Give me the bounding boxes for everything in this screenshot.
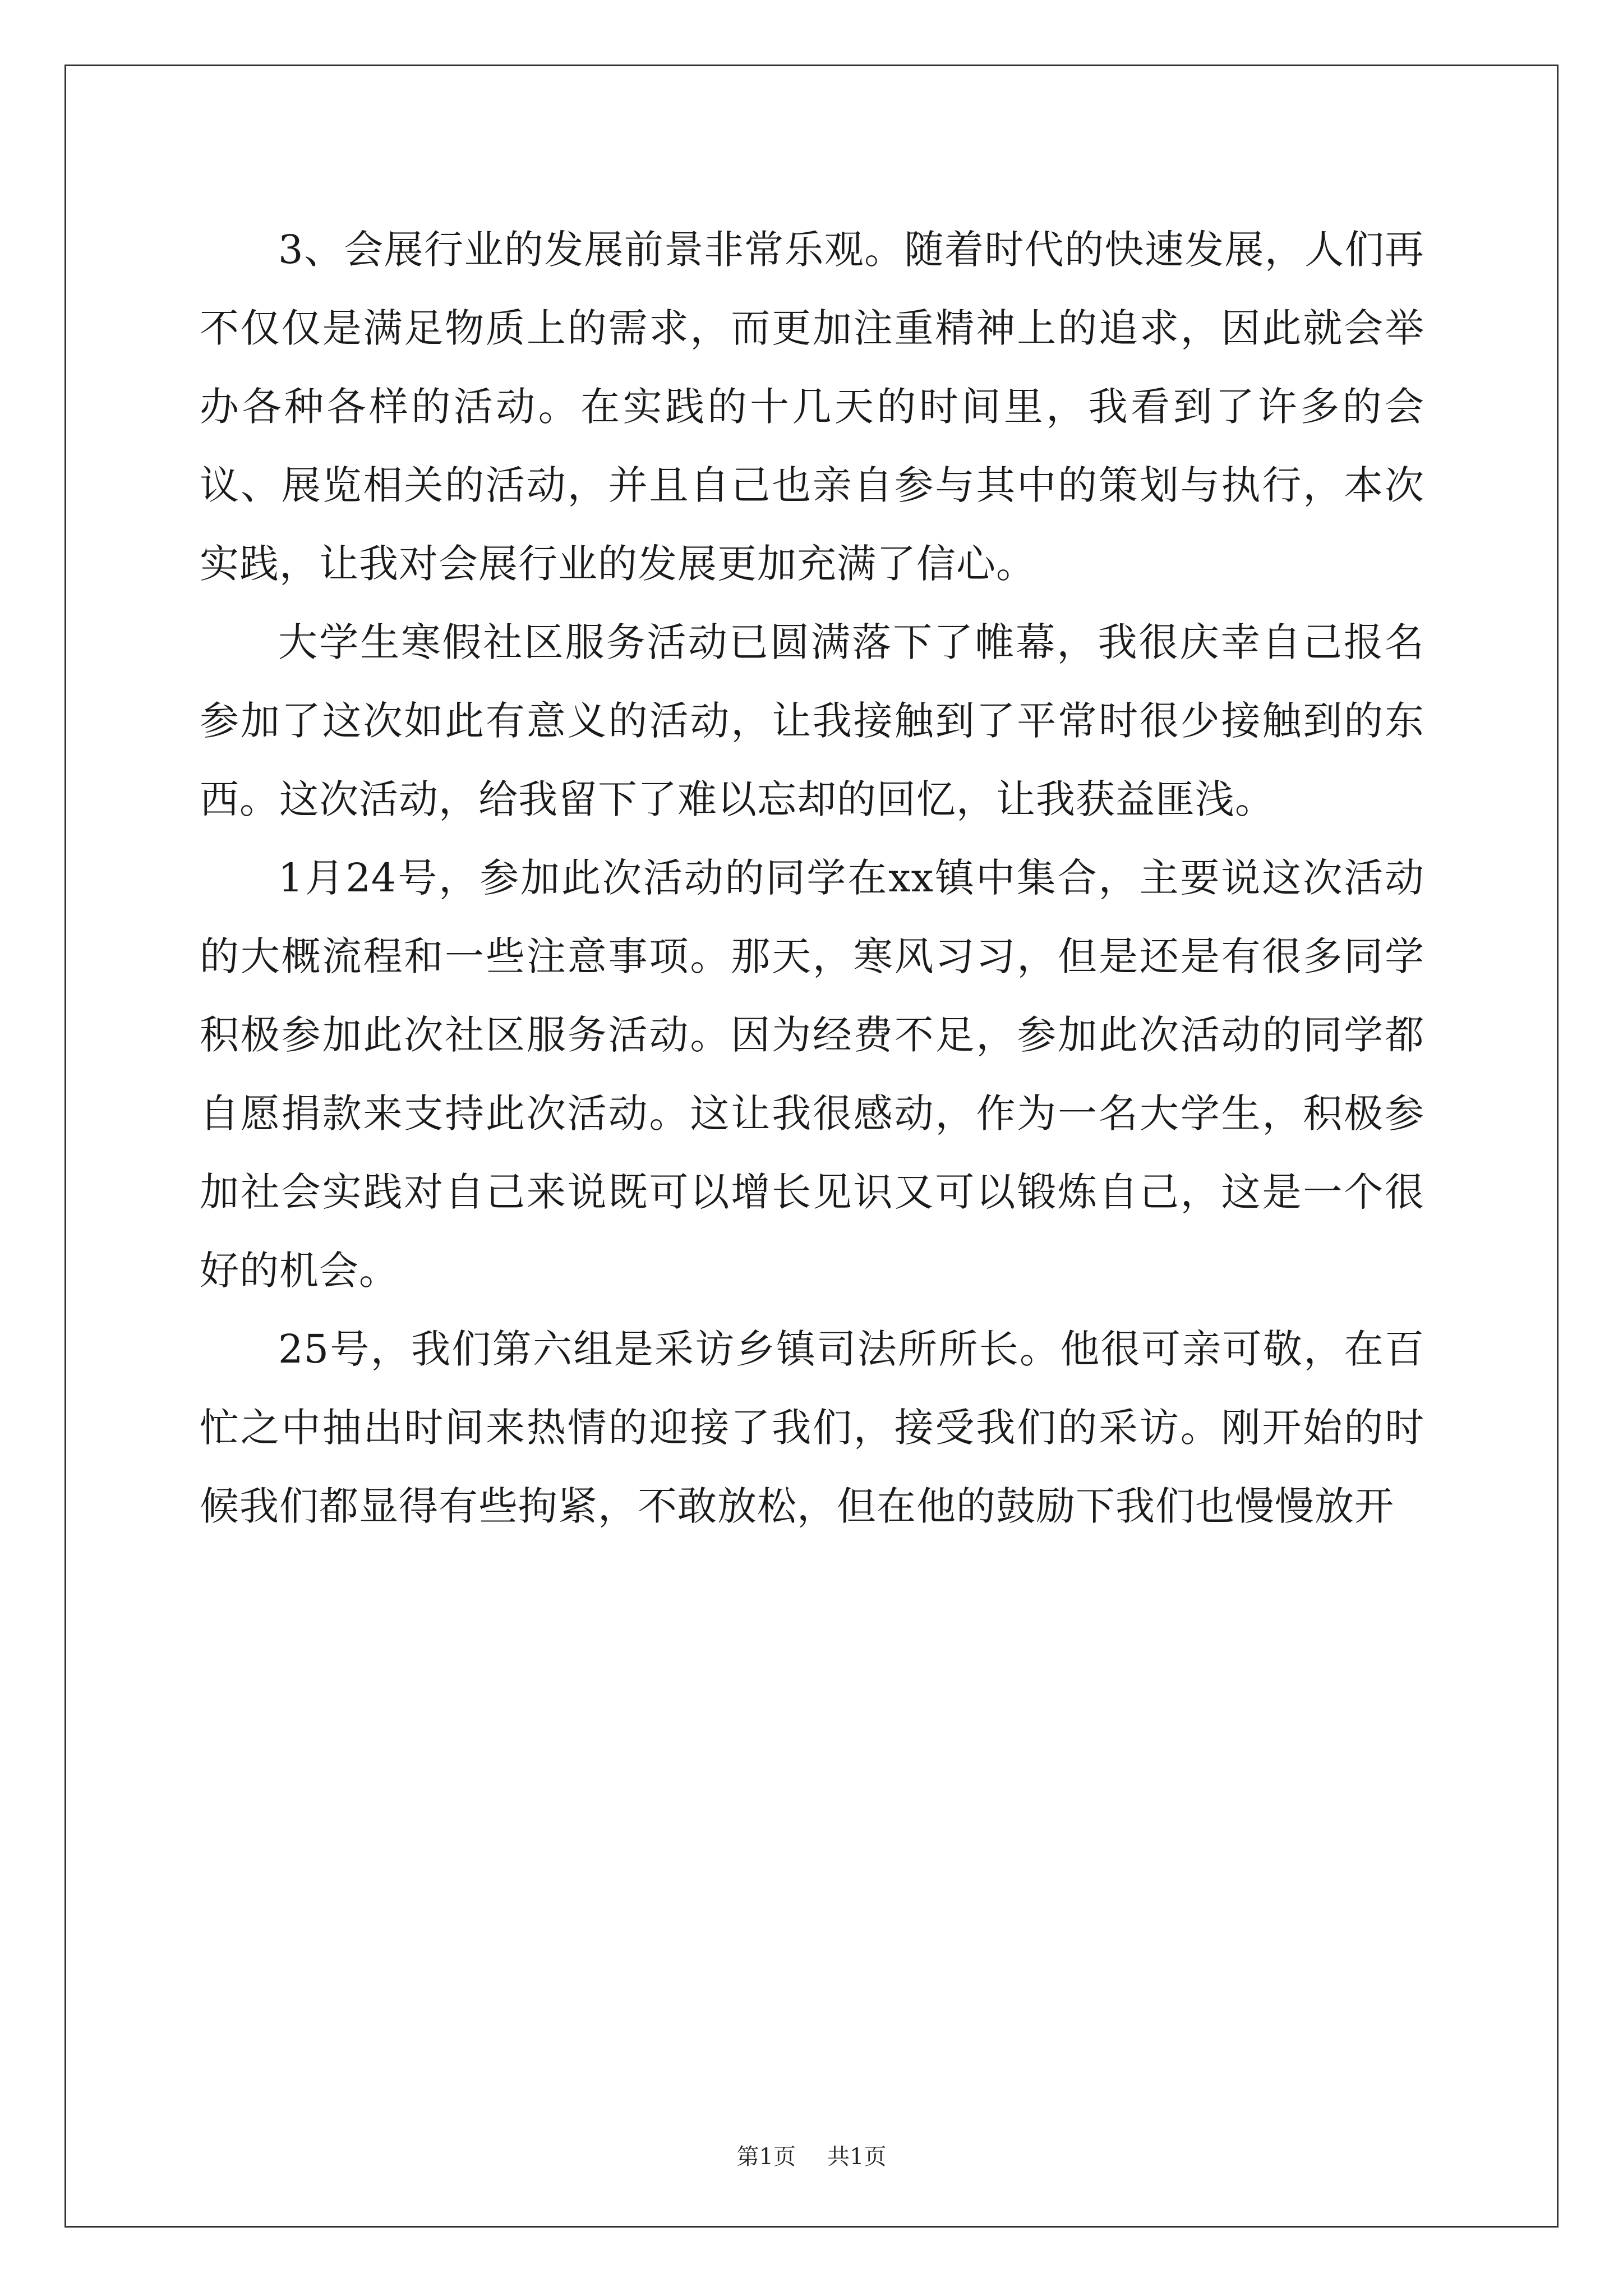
paragraph-2: 大学生寒假社区服务活动已圆满落下了帷幕，我很庆幸自己报名参加了这次如此有意义的活动，让我接触到了平常时很少接触到的东西。这次活动，给我留下了难以忘却的回忆，让我获益匪浅。 [200,619,1424,822]
document-body [200,210,1424,1545]
page-number: 第1页 [736,2144,796,2170]
page-total: 共1页 [827,2144,887,2170]
paragraph-1: 3、会展行业的发展前景非常乐观。随着时代的快速发展，人们再不仅仅是满足物质上的需求，而更加注重精神上的追求，因此就会举办各种各样的活动。在实践的十几天的时间里，我看到了许多的会议、展览相关的活动，并且自己也亲自参与其中的策划与执行，本次实践，让我对会展行业的发展更加充满了信心。 [200,227,1424,587]
paragraph-4: 25号，我们第六组是采访乡镇司法所所长。他很可亲可敬，在百忙之中抽出时间来热情的迎接了我们，接受我们的采访。刚开始的时候我们都显得有些拘紧，不敢放松，但在他的鼓励下我们也慢慢放开 [200,1326,1424,1529]
paragraph-3: 1月24号，参加此次活动的同学在xx镇中集合，主要说这次活动的大概流程和一些注意事项。那天，寒风习习，但是还是有很多同学积极参加此次社区服务活动。因为经费不足，参加此次活动的同学都自愿捐款来支持此次活动。这让我很感动，作为一名大学生，积极参加社会实践对自己来说既可以增长见识又可以锻炼自己，这是一个很好的机会。 [200,855,1424,1294]
page-footer [0,2143,1623,2171]
